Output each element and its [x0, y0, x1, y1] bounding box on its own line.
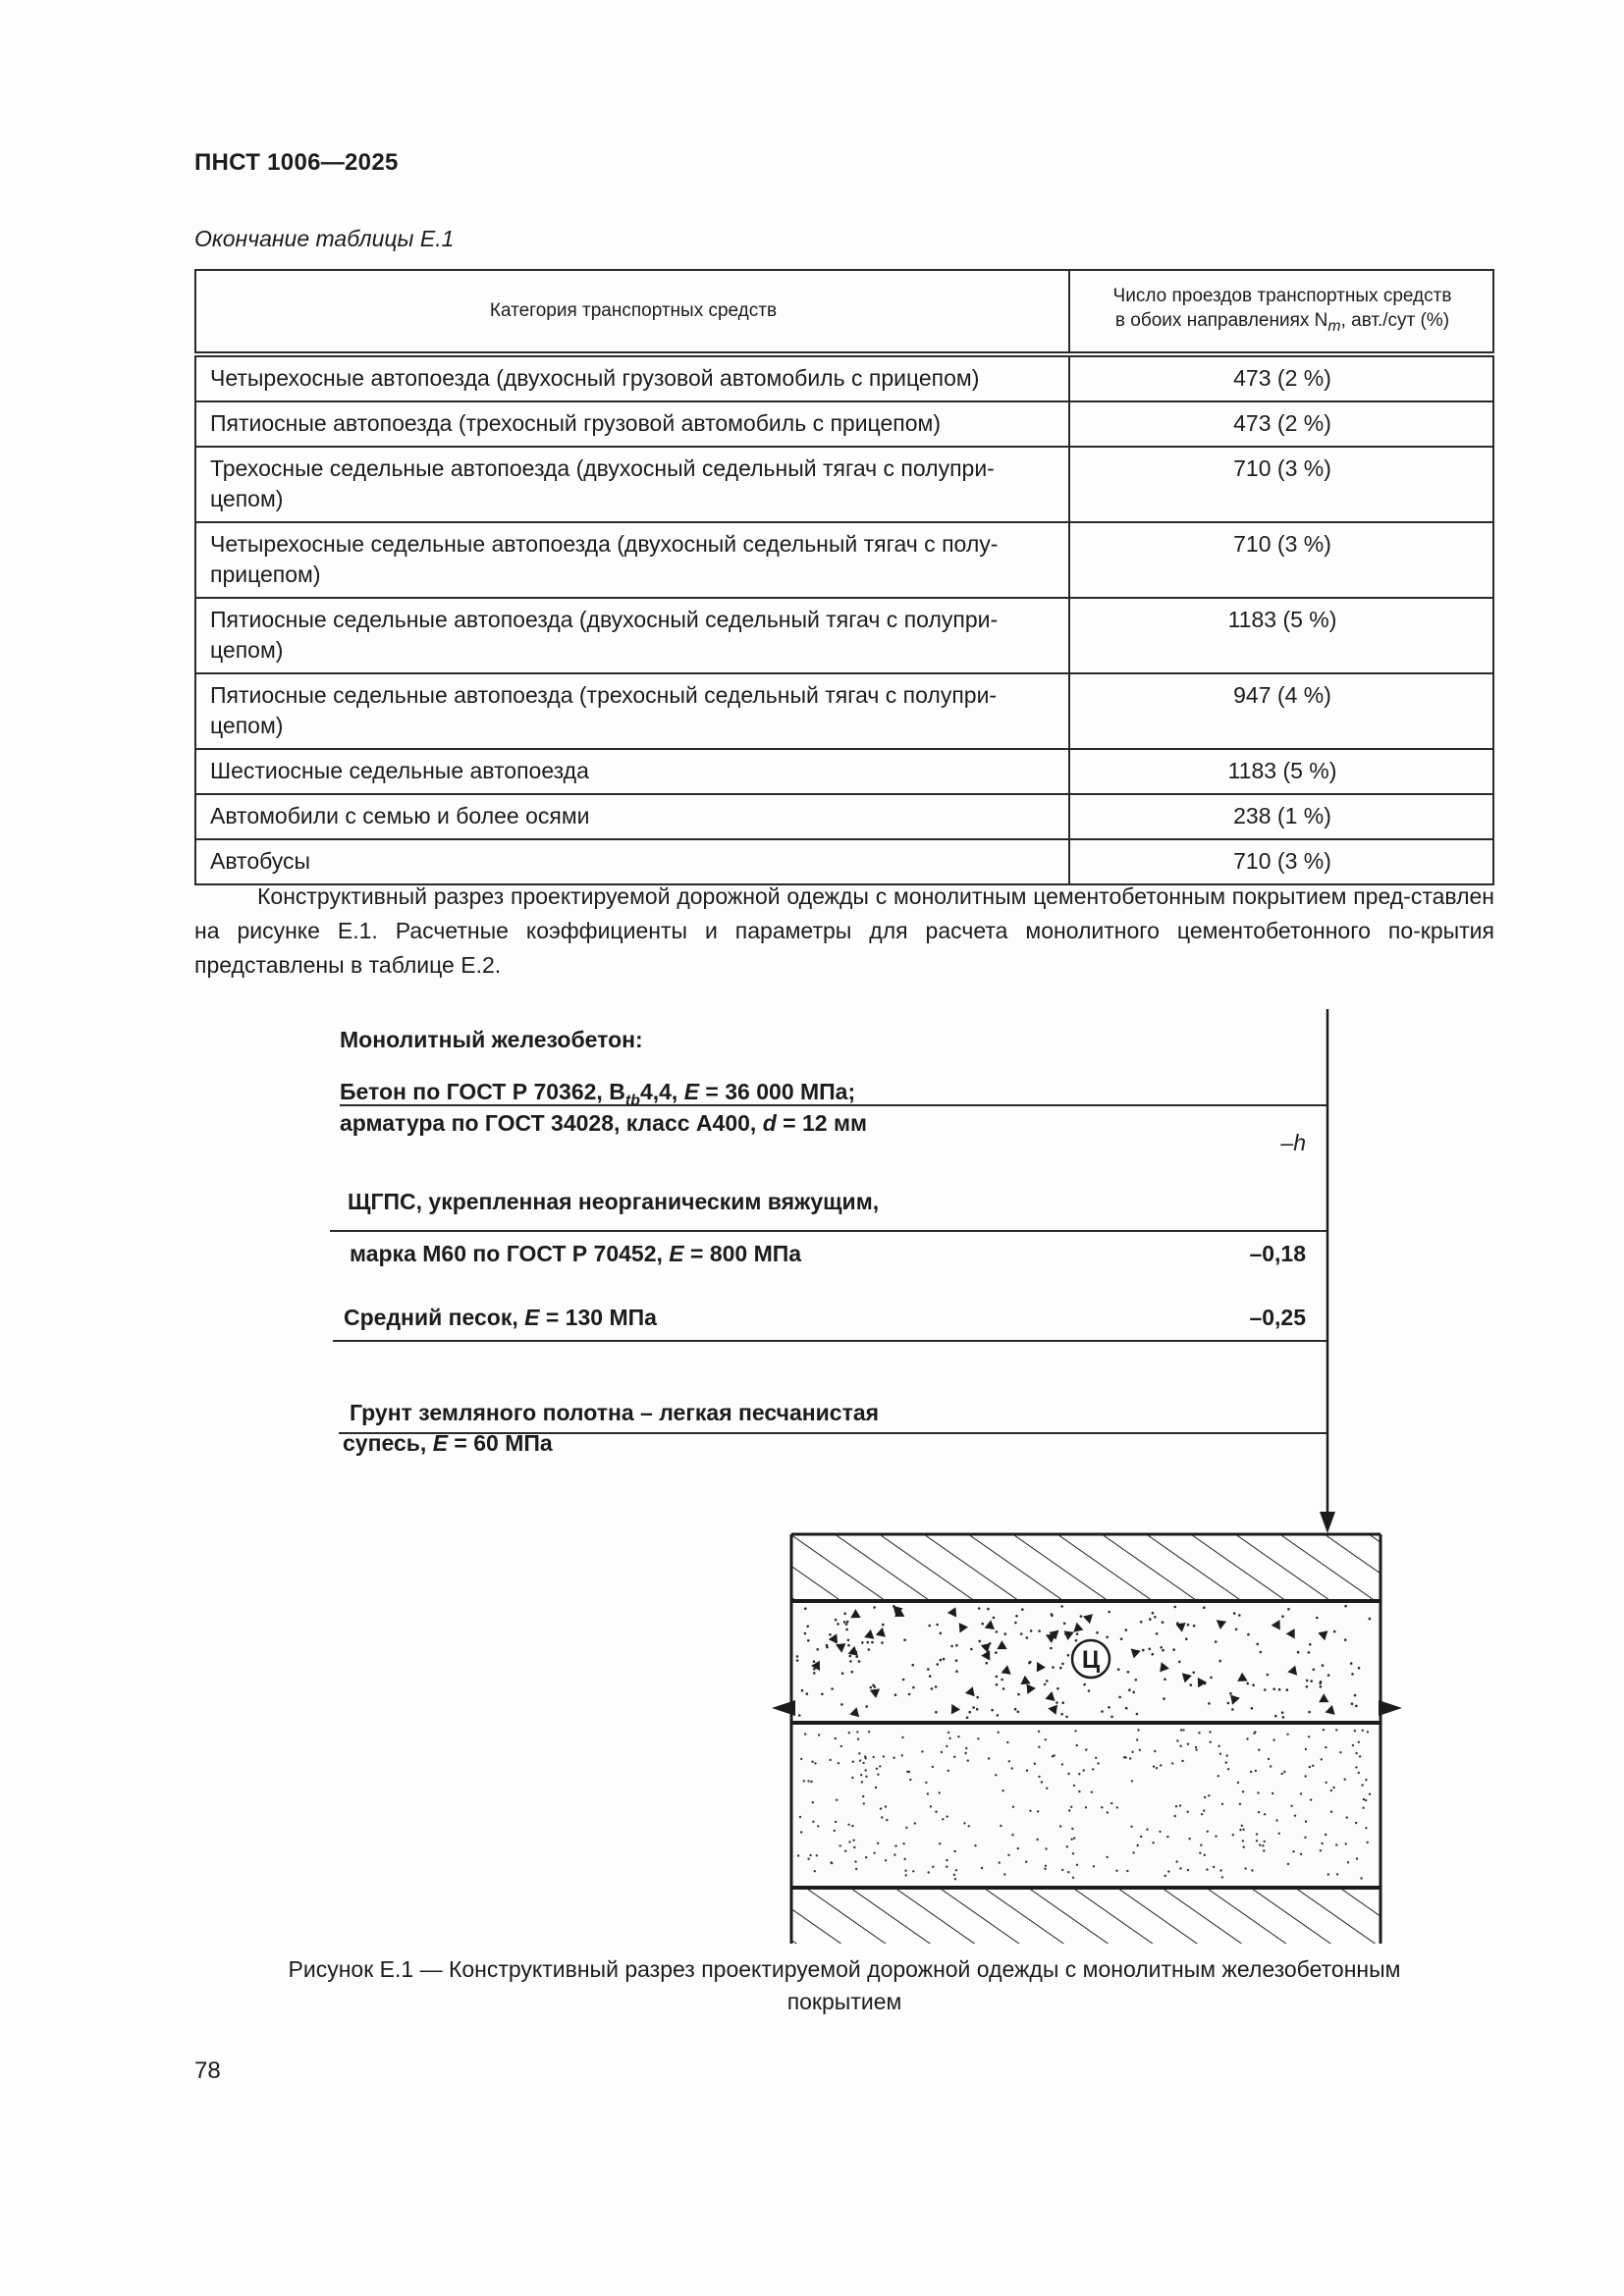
figure-caption-line2: покрытием	[786, 1989, 902, 2014]
cross-section-block	[772, 1534, 1402, 1944]
layer3-depth: –0,25	[1249, 1305, 1306, 1330]
count-cell: 1183 (5 %)	[1069, 749, 1493, 794]
layer1-title: Монолитный железобетон:	[340, 1027, 643, 1052]
count-cell: 710 (3 %)	[1069, 839, 1493, 884]
table-row	[195, 598, 1493, 673]
right-joint-marker	[1379, 1700, 1402, 1716]
category-cell: Четырехосные автопоезда (двухосный грузовой автомобиль с прицепом)	[195, 354, 1069, 401]
layer2-depth: –0,18	[1249, 1241, 1306, 1266]
traffic-table	[194, 269, 1494, 885]
layer4-spec: супесь, E = 60 МПа	[343, 1430, 553, 1456]
table-row	[195, 839, 1493, 884]
layer1-depth: –h	[1280, 1130, 1306, 1155]
pavement-cross-section-figure	[0, 982, 1624, 1944]
layer2-name: ЩГПС, укрепленная неорганическим вяжущим,	[348, 1189, 880, 1214]
layer1-concrete-spec: Бетон по ГОСТ Р 70362, $B_{tb}4,4$, E = 36 000 МПа;	[340, 1079, 856, 1109]
subgrade-hatch	[791, 1888, 1380, 1944]
concrete-layer-hatch	[791, 1534, 1380, 1601]
page-number: 78	[194, 2057, 221, 2084]
table-row	[195, 447, 1493, 522]
category-cell: Автомобили с семью и более осями	[195, 794, 1069, 839]
column-header-count-unit: , авт./сут (%)	[1340, 310, 1450, 331]
table-header-row	[195, 270, 1493, 354]
column-header-count	[1069, 270, 1493, 354]
table-row	[195, 401, 1493, 447]
layer4-name: Грунт земляного полотна – легкая песчанистая	[350, 1400, 880, 1425]
count-cell: 473 (2 %)	[1069, 354, 1493, 401]
table-row	[195, 522, 1493, 598]
category-cell: Пятиосные седельные автопоезда (двухосный седельный тягач с полупри-цепом)	[195, 598, 1069, 673]
depth-axis-arrowhead	[1320, 1512, 1335, 1533]
count-cell: 238 (1 %)	[1069, 794, 1493, 839]
table-caption: Окончание таблицы Е.1	[194, 226, 455, 251]
column-header-count-line1: Число проездов транспортных средств	[1112, 286, 1452, 306]
count-cell: 710 (3 %)	[1069, 522, 1493, 598]
column-header-category: Категория транспортных средств	[195, 270, 1069, 354]
count-cell: 710 (3 %)	[1069, 447, 1493, 522]
document-code: ПНСТ 1006—2025	[194, 149, 399, 176]
figure-caption-line1: Рисунок Е.1 — Конструктивный разрез проектируемой дорожной одежды с монолитным железобетонным	[288, 1956, 1401, 1982]
left-joint-marker	[772, 1700, 795, 1716]
category-cell: Пятиосные автопоезда (трехосный грузовой автомобиль с прицепом)	[195, 401, 1069, 447]
column-header-count-subscript: m	[1327, 317, 1341, 335]
body-paragraph: Конструктивный разрез проектируемой дорожной одежды с монолитным цементобетонным покрытием пред-ставлен на рисунке Е.1. Расчетные коэффициенты и параметры для расчета монолитного цементобетонного по-крытия представлены в таблице Е.2.	[194, 883, 1494, 978]
count-cell: 1183 (5 %)	[1069, 598, 1493, 673]
layer1-rebar-spec: арматура по ГОСТ 34028, класс А400, d = 12 мм	[340, 1110, 867, 1136]
layer2-spec: марка М60 по ГОСТ Р 70452, E = 800 МПа	[350, 1241, 802, 1266]
category-cell: Трехосные седельные автопоезда (двухосный седельный тягач с полупри-цепом)	[195, 447, 1069, 522]
table-row	[195, 794, 1493, 839]
table-row	[195, 749, 1493, 794]
category-cell: Пятиосные седельные автопоезда (трехосный седельный тягач с полупри-цепом)	[195, 673, 1069, 749]
table-row	[195, 354, 1493, 401]
category-cell: Четырехосные седельные автопоезда (двухосный седельный тягач с полу-прицепом)	[195, 522, 1069, 598]
layer3-spec: Средний песок, E = 130 МПа	[344, 1305, 657, 1330]
cement-symbol-label: Ц	[1081, 1646, 1101, 1674]
category-cell: Шестиосные седельные автопоезда	[195, 749, 1069, 794]
table-row	[195, 673, 1493, 749]
count-cell: 473 (2 %)	[1069, 401, 1493, 447]
column-header-count-line2: в обоих направлениях N	[1114, 310, 1328, 331]
figure-caption	[194, 1953, 1494, 2018]
category-cell: Автобусы	[195, 839, 1069, 884]
count-cell: 947 (4 %)	[1069, 673, 1493, 749]
